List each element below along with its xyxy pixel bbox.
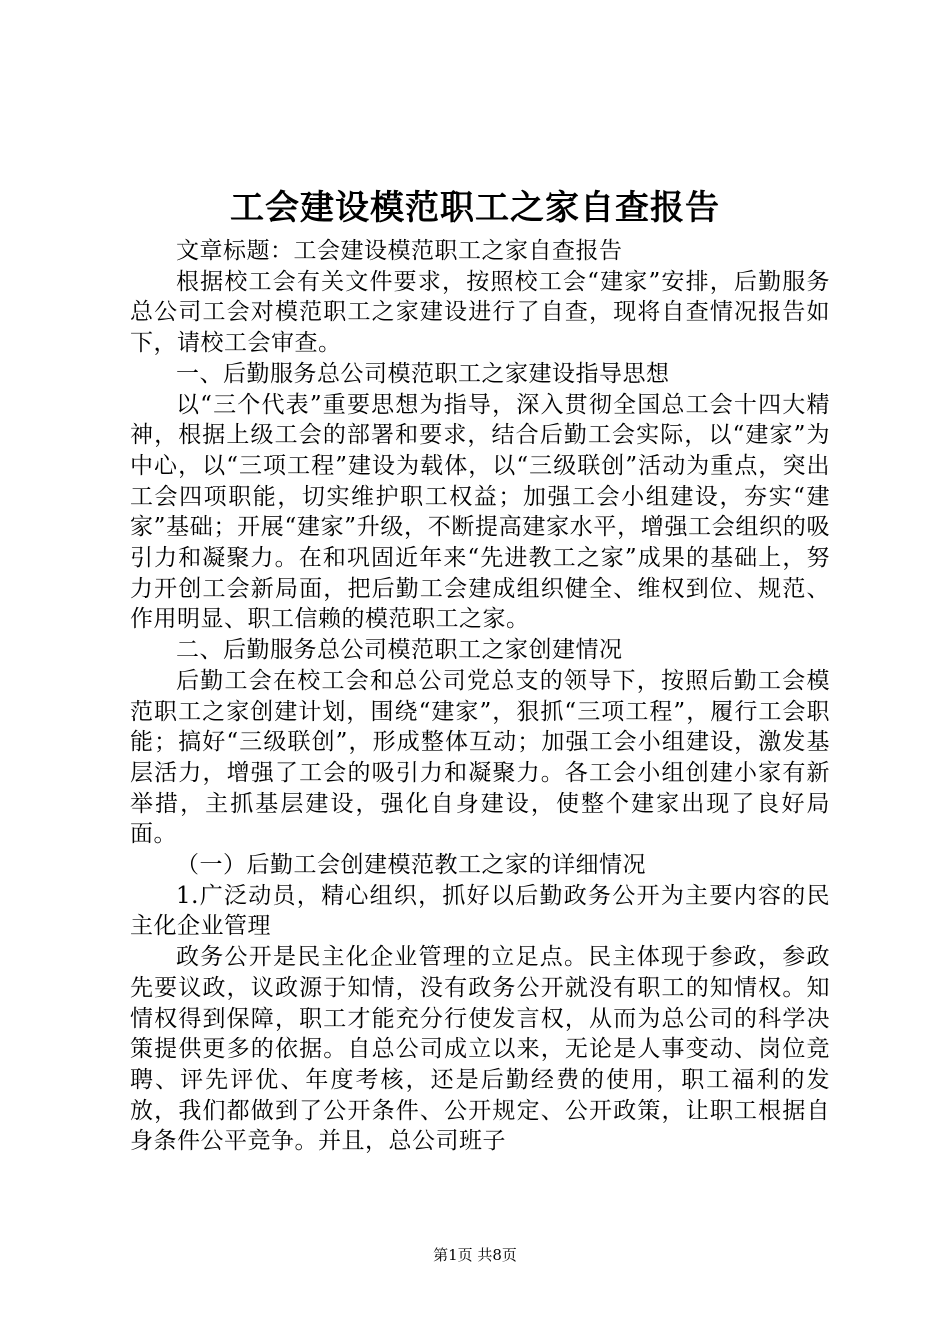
heading-subsection-1: （一）后勤工会创建模范教工之家的详细情况 xyxy=(176,852,646,879)
paragraph-creation-status: 后勤工会在校工会和总公司党总支的领导下，按照后勤工会模范职工之家创建计划，围绕“建家”，狠抓“三项工程”，履行工会职能；搞好“三级联创”，形成整体互动；加强工会小组建设，激发基层活力，增强了工会的吸引力和凝聚力。各工会小组创建小家有新举措，主抓基层建设，强化自身建设，使整个建家出现了良好局面。 xyxy=(130,667,830,848)
paragraph-affairs-disclosure: 政务公开是民主化企业管理的立足点。民主体现于参政，参政先要议政，议政源于知情，没有政务公开就没有职工的知情权。知情权得到保障，职工才能充分行使发言权，从而为总公司的科学决策提供更多的依据。自总公司成立以来，无论是人事变动、岗位竞聘、评先评优、年度考核，还是后勤经费的使用，职工福利的发放，我们都做到了公开条件、公开规定、公开政策，让职工根据自身条件公平竞争。并且，总公司班子 xyxy=(130,944,830,1155)
heading-section-2: 二、后勤服务总公司模范职工之家创建情况 xyxy=(176,637,623,664)
heading-section-1: 一、后勤服务总公司模范职工之家建设指导思想 xyxy=(176,360,670,387)
document-body xyxy=(130,236,830,1157)
paragraph-intro: 根据校工会有关文件要求，按照校工会“建家”安排，后勤服务总公司工会对模范职工之家建设进行了自查，现将自查情况报告如下，请校工会审查。 xyxy=(130,268,830,357)
paragraph-article-title: 文章标题：工会建设模范职工之家自查报告 xyxy=(176,238,623,264)
document-title: 工会建设模范职工之家自查报告 xyxy=(230,188,720,228)
heading-item-1: 1.广泛动员，精心组织，抓好以后勤政务公开为主要内容的民主化企业管理 xyxy=(130,882,830,940)
page-number-footer: 第1页 共8页 xyxy=(433,1246,517,1264)
paragraph-guiding-thought: 以“三个代表”重要思想为指导，深入贯彻全国总工会十四大精神，根据上级工会的部署和要求，结合后勤工会实际，以“建家”为中心，以“三项工程”建设为载体，以“三级联创”活动为重点，突出工会四项职能，切实维护职工权益；加强工会小组建设，夯实“建家”基础；开展“建家”升级，不断提高建家水平，增强工会组织的吸引力和凝聚力。在和巩固近年来“先进教工之家”成果的基础上，努力开创工会新局面，把后勤工会建成组织健全、维权到位、规范、作用明显、职工信赖的模范职工之家。 xyxy=(130,391,830,633)
